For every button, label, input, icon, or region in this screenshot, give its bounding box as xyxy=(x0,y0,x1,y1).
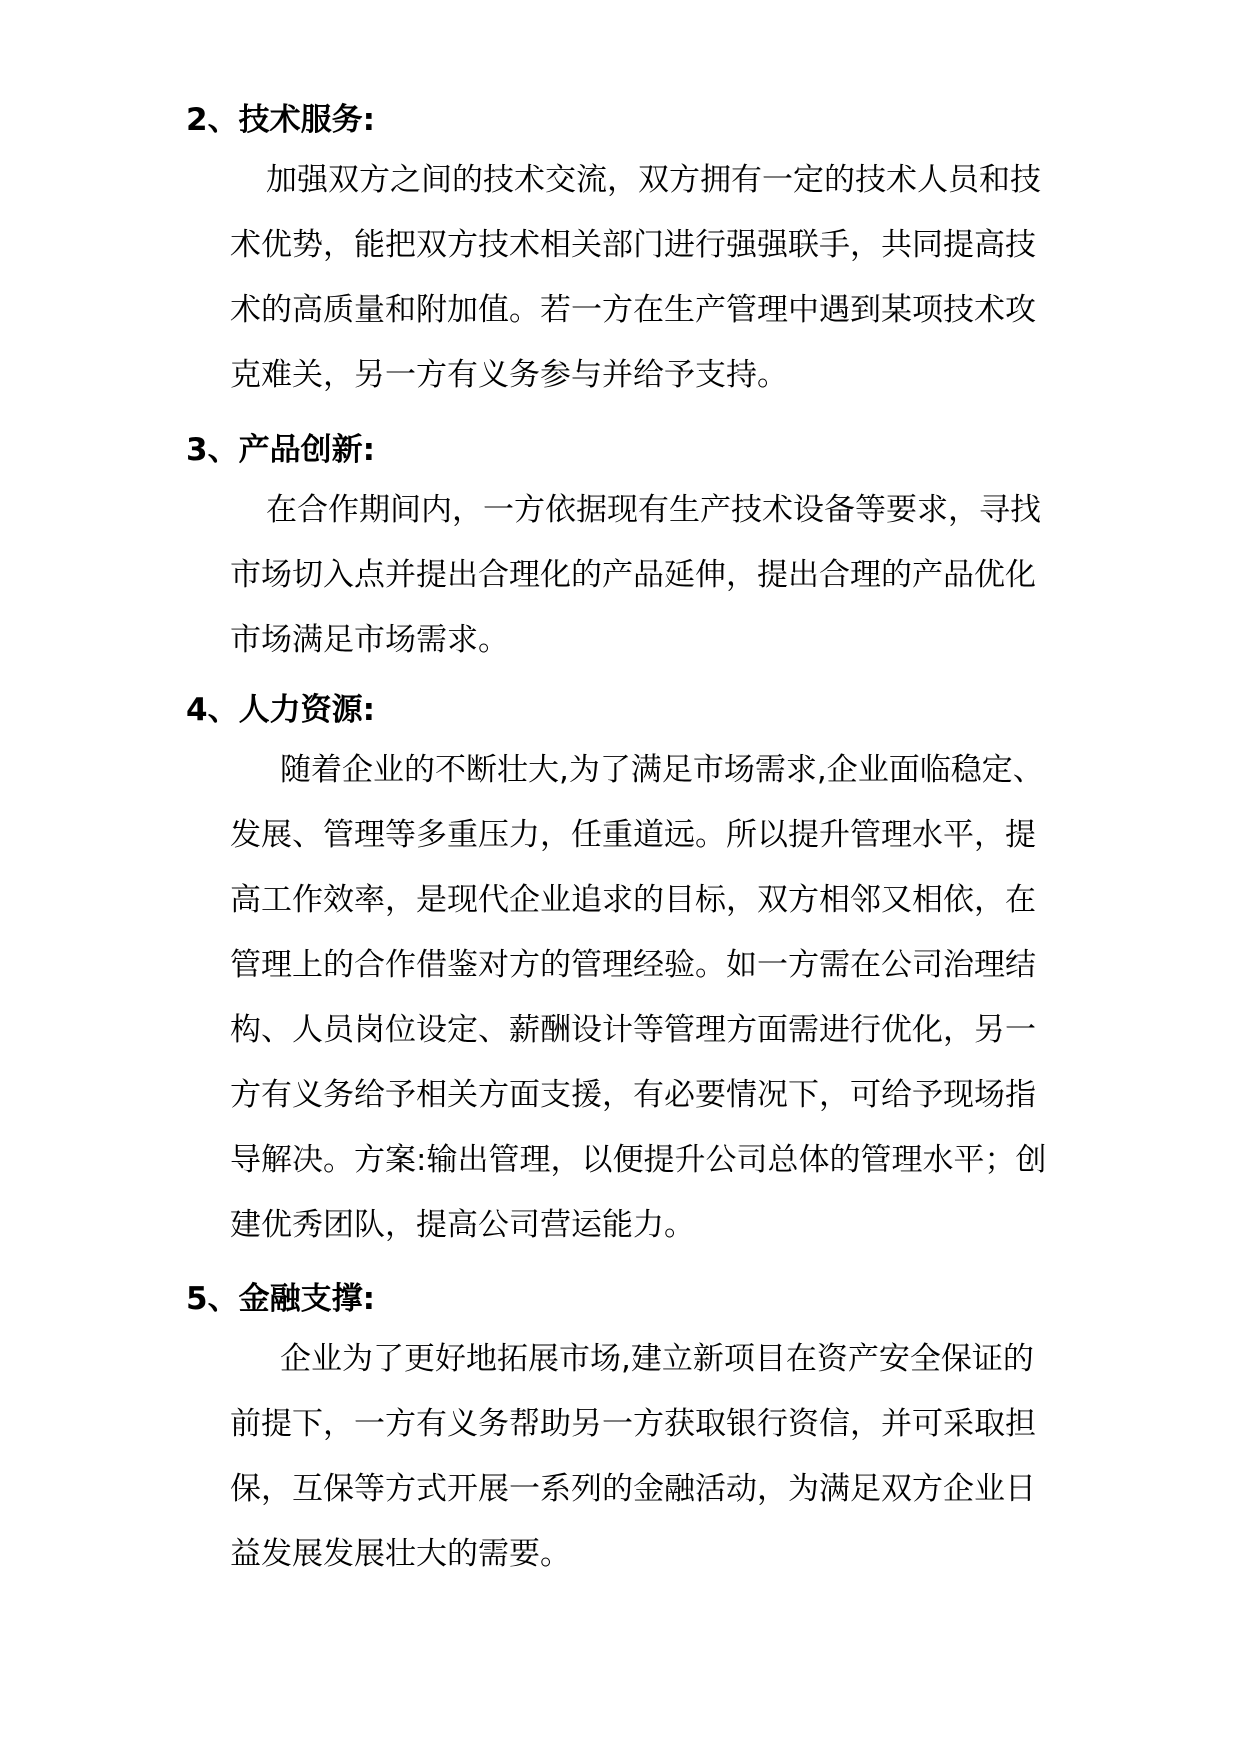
paragraph-line: 保，互保等方式开展一系列的金融活动，为满足双方企业日 xyxy=(230,1471,1036,1507)
paragraph-line: 术的高质量和附加值。若一方在生产管理中遇到某项技术攻 xyxy=(230,292,1036,328)
section-body-financial-support xyxy=(230,1327,1102,1587)
paragraph-line: 导解决。方案:输出管理，以便提升公司总体的管理水平；创 xyxy=(230,1142,1047,1178)
paragraph-line: 方有义务给予相关方面支援，有必要情况下，可给予现场指 xyxy=(230,1077,1036,1113)
paragraph-line: 加强双方之间的技术交流，双方拥有一定的技术人员和技 xyxy=(266,162,1041,198)
paragraph-line: 市场切入点并提出合理化的产品延伸，提出合理的产品优化 xyxy=(230,557,1036,593)
paragraph-line: 在合作期间内，一方依据现有生产技术设备等要求，寻找 xyxy=(266,492,1041,528)
section-heading-product-innovation: 3、产品创新: xyxy=(186,432,375,468)
paragraph-line: 克难关，另一方有义务参与并给予支持。 xyxy=(230,357,788,393)
paragraph-line: 构、人员岗位设定、薪酬设计等管理方面需进行优化，另一 xyxy=(230,1012,1036,1048)
section-body-technical-services xyxy=(230,148,1102,408)
paragraph-line: 随着企业的不断壮大,为了满足市场需求,企业面临稳定、 xyxy=(280,752,1044,788)
section-heading-financial-support: 5、金融支撑: xyxy=(186,1281,375,1317)
paragraph-line: 管理上的合作借鉴对方的管理经验。如一方需在公司治理结 xyxy=(230,947,1036,983)
paragraph-line: 益发展发展壮大的需要。 xyxy=(230,1536,571,1572)
section-heading-human-resources: 4、人力资源: xyxy=(186,692,375,728)
paragraph-line: 高工作效率，是现代企业追求的目标，双方相邻又相依，在 xyxy=(230,882,1036,918)
paragraph-line: 前提下，一方有义务帮助另一方获取银行资信，并可采取担 xyxy=(230,1406,1036,1442)
paragraph-line: 建优秀团队，提高公司营运能力。 xyxy=(230,1207,695,1243)
paragraph-line: 术优势，能把双方技术相关部门进行强强联手，共同提高技 xyxy=(230,227,1036,263)
paragraph-line: 市场满足市场需求。 xyxy=(230,622,509,658)
section-body-human-resources xyxy=(230,738,1102,1258)
section-body-product-innovation xyxy=(230,478,1102,673)
section-heading-technical-services: 2、技术服务: xyxy=(186,102,375,138)
paragraph-line: 企业为了更好地拓展市场,建立新项目在资产安全保证的 xyxy=(280,1341,1034,1377)
paragraph-line: 发展、管理等多重压力，任重道远。所以提升管理水平，提 xyxy=(230,817,1036,853)
